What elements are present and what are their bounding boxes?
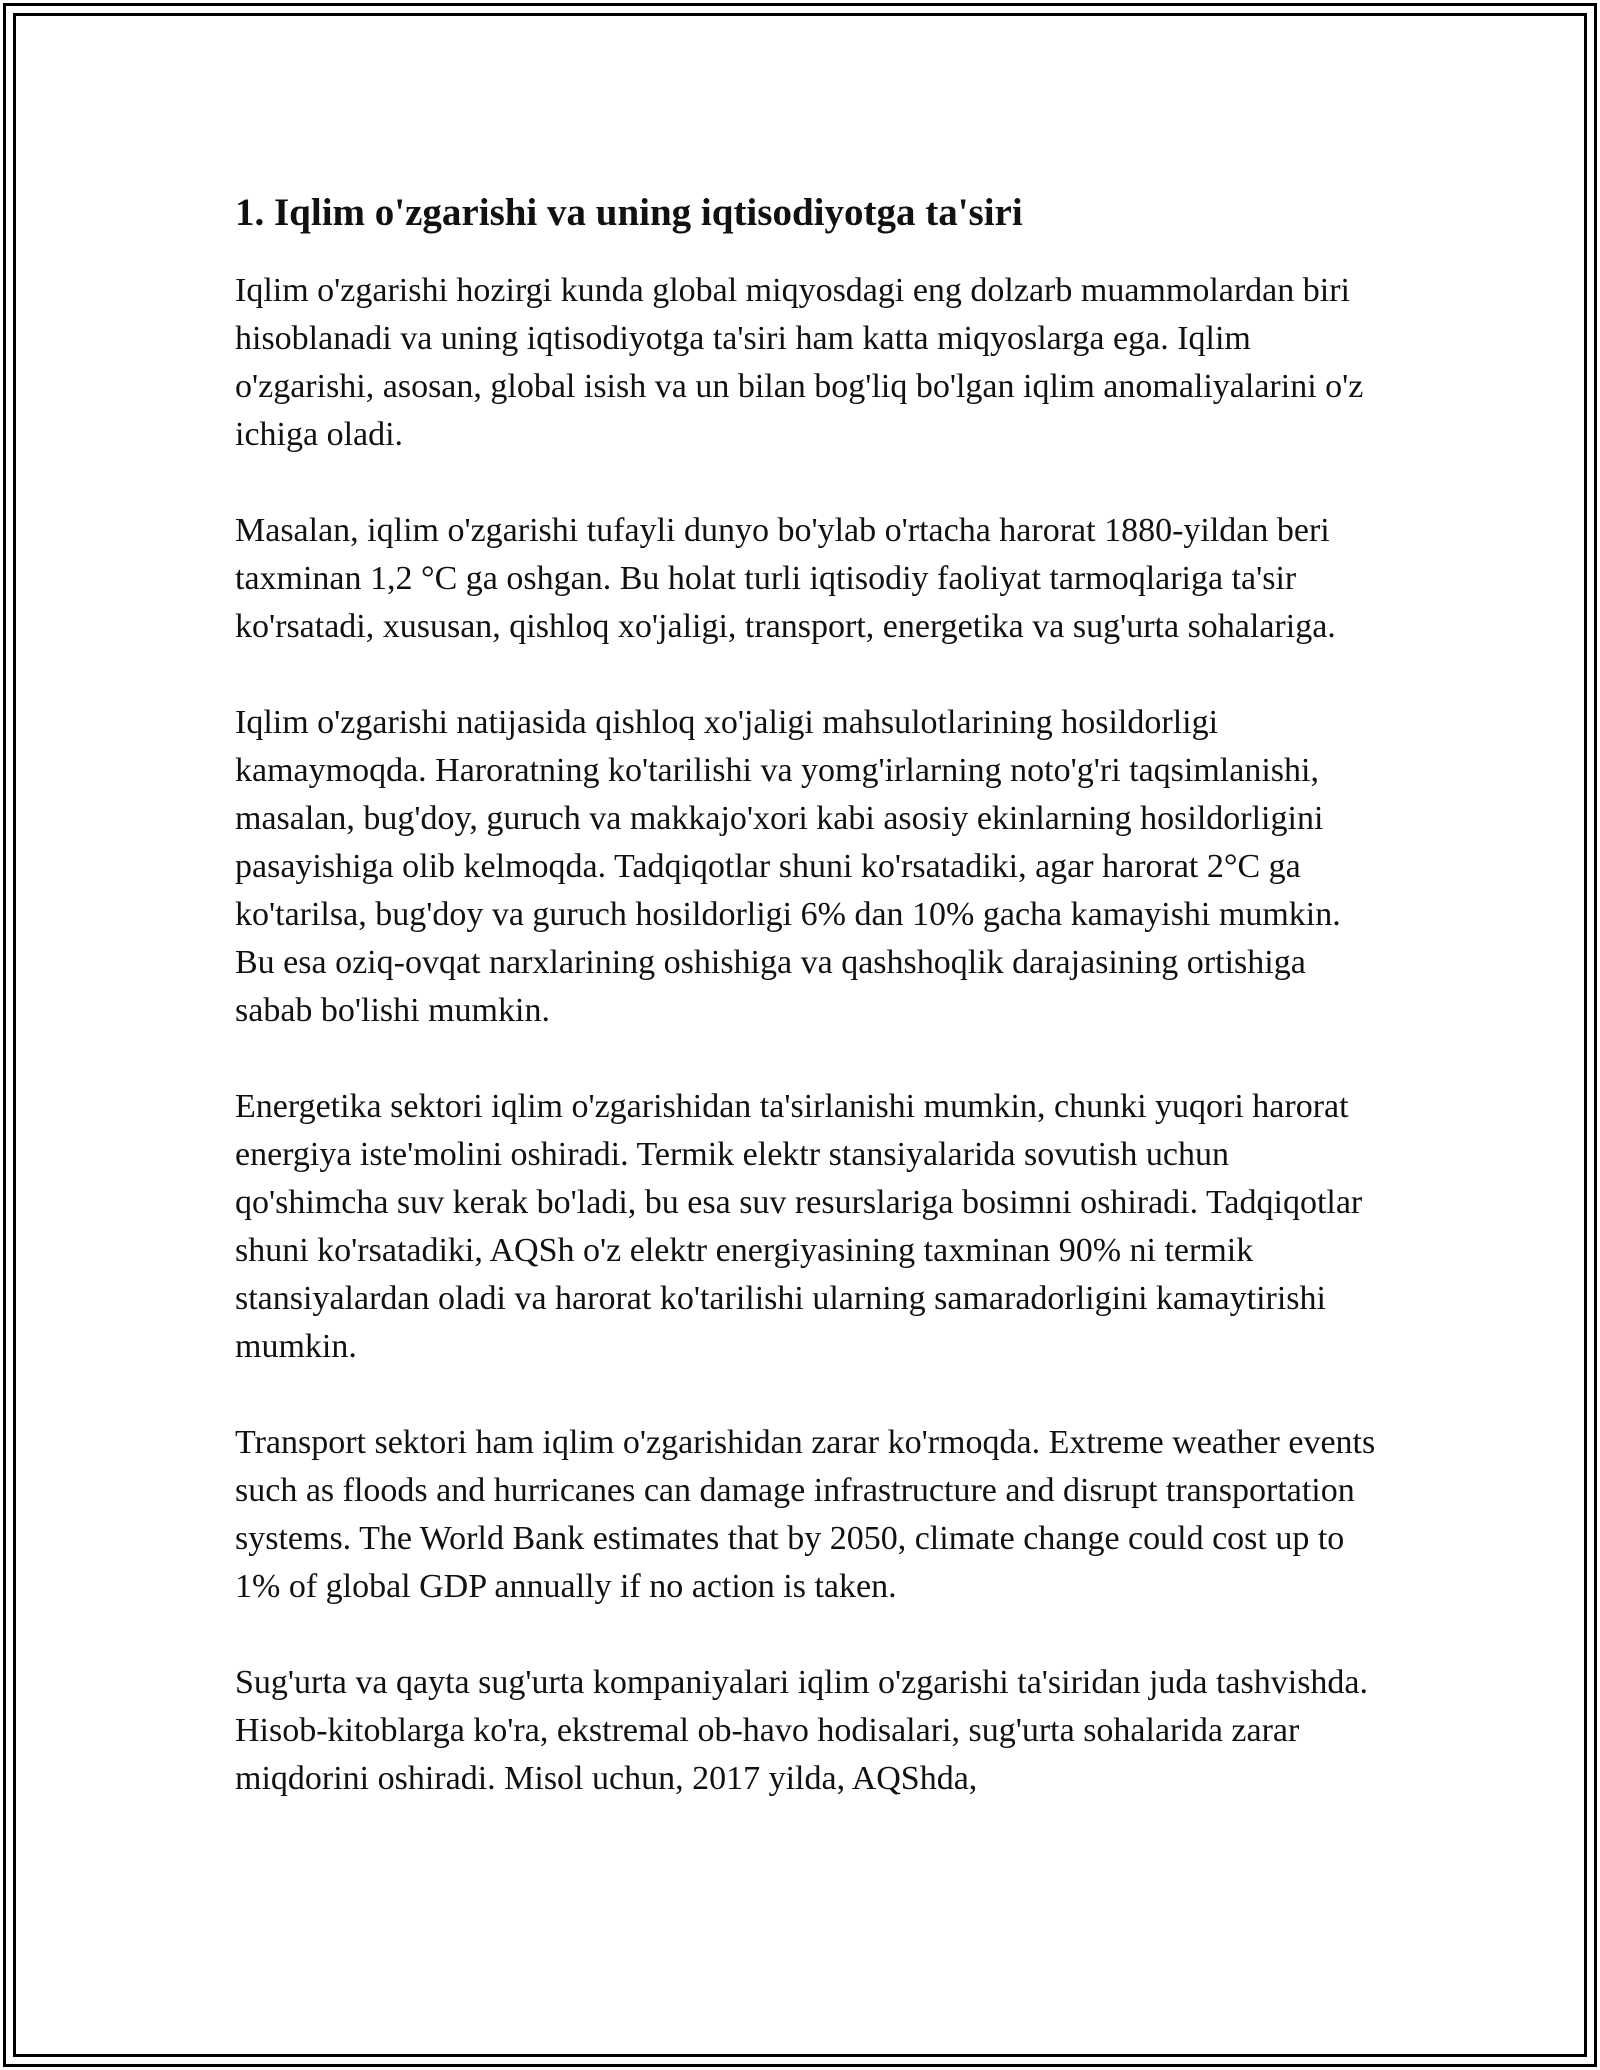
paragraph-insurance: Sug'urta va qayta sug'urta kompaniyalari iqlim o'zgarishi ta'siridan juda tashvishda. Hisob-kitoblarga ko'ra, ekstremal ob-havo hodisalari, sug'urta sohalarida zarar miqdorini oshiradi. Misol uchun, 2017 yilda, AQShda,	[235, 1664, 1369, 1797]
section-heading: 1. Iqlim o'zgarishi va uning iqtisodiyotga ta'siri	[235, 191, 1023, 234]
paragraph-temperature: Masalan, iqlim o'zgarishi tufayli dunyo bo'ylab o'rtacha harorat 1880-yildan beri taxminan 1,2 °C ga oshgan. Bu holat turli iqtisodiy faoliyat tarmoqlariga ta'sir ko'rsatadi, xususan, qishloq xo'jaligi, transport, energetika va sug'urta sohalariga.	[235, 512, 1336, 645]
document-body	[235, 185, 1380, 1851]
paragraph-transport: Transport sektori ham iqlim o'zgarishidan zarar ko'rmoqda. Extreme weather events such as floods and hurricanes can damage infrastructure and disrupt transportation systems. The World Bank estimates that by 2050, climate change could cost up to 1% of global GDP annually if no action is taken.	[235, 1424, 1376, 1605]
paragraph-intro: Iqlim o'zgarishi hozirgi kunda global miqyosdagi eng dolzarb muammolardan biri hisoblanadi va uning iqtisodiyotga ta'siri ham katta miqyoslarga ega. Iqlim o'zgarishi, asosan, global isish va un bilan bog'liq bo'lgan iqlim anomaliyalarini o'z ichiga oladi.	[235, 272, 1364, 453]
paragraph-energy: Energetika sektori iqlim o'zgarishidan ta'sirlanishi mumkin, chunki yuqori harorat energiya iste'molini oshiradi. Termik elektr stansiyalarida sovutish uchun qo'shimcha suv kerak bo'ladi, bu esa suv resurslariga bosimni oshiradi. Tadqiqotlar shuni ko'rsatadiki, AQSh o'z elektr energiyasining taxminan 90% ni termik stansiyalardan oladi va harorat ko'tarilishi ularning samaradorligini kamaytirishi mumkin.	[235, 1088, 1363, 1365]
paragraph-agriculture: Iqlim o'zgarishi natijasida qishloq xo'jaligi mahsulotlarining hosildorligi kamaymoqda. Haroratning ko'tarilishi va yomg'irlarning noto'g'ri taqsimlanishi, masalan, bug'doy, guruch va makkajo'xori kabi asosiy ekinlarning hosildorligini pasayishiga olib kelmoqda. Tadqiqotlar shuni ko'rsatadiki, agar harorat 2°C ga ko'tarilsa, bug'doy va guruch hosildorligi 6% dan 10% gacha kamayishi mumkin. Bu esa oziq-ovqat narxlarining oshishiga va qashshoqlik darajasining ortishiga sabab bo'lishi mumkin.	[235, 704, 1341, 1029]
